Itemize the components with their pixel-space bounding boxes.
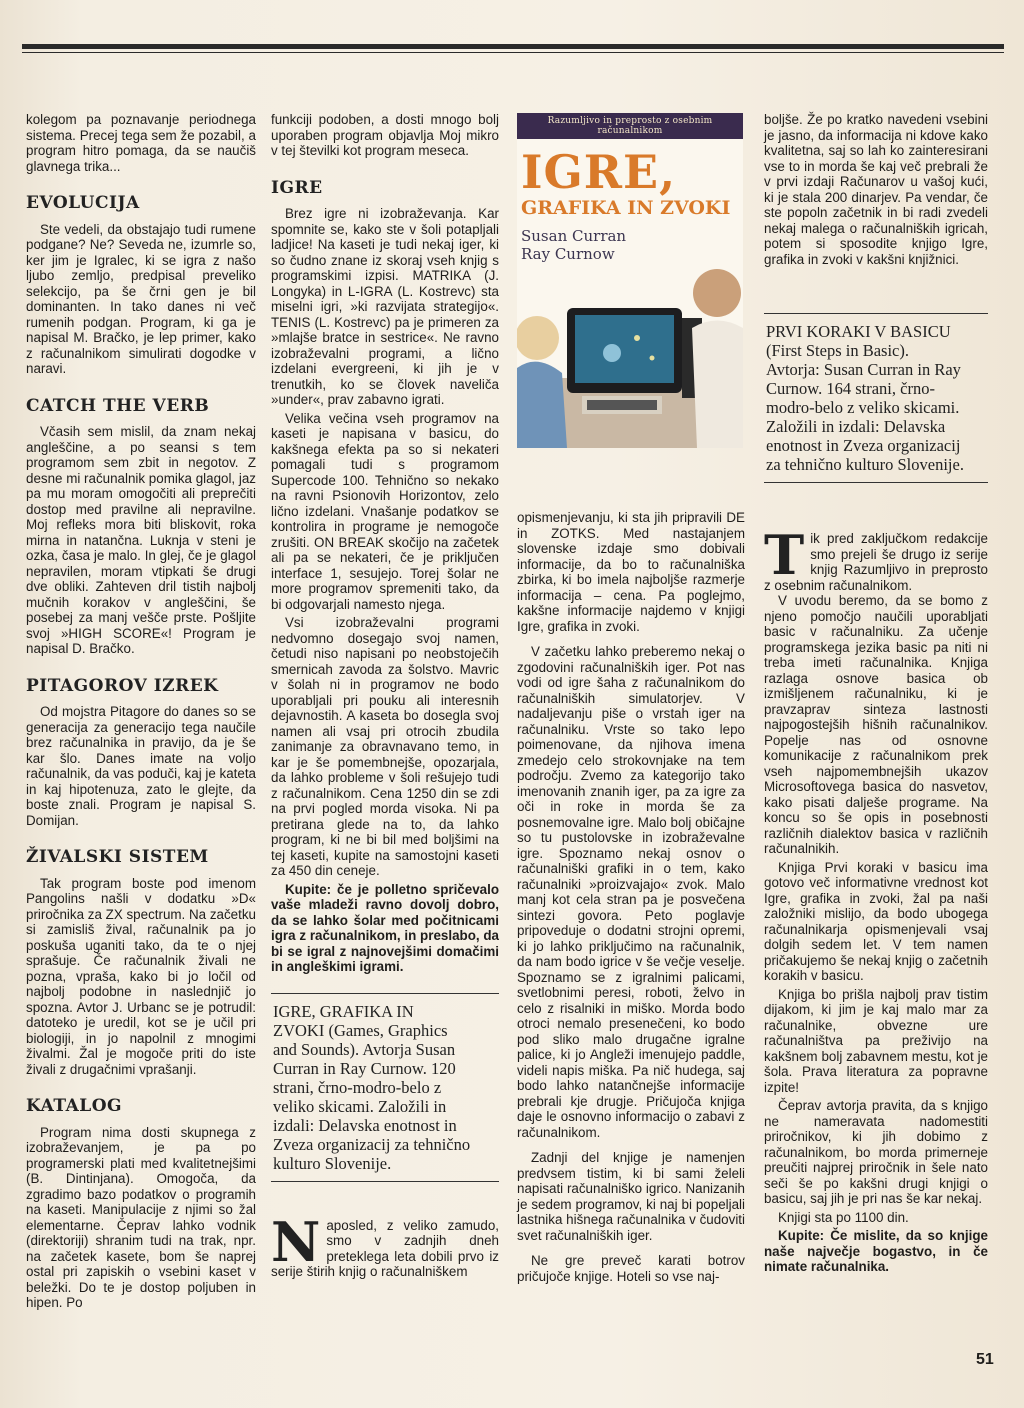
text-katalog: Program nima dosti skupnega z izobraževanjem, je pa po programerski plati med kvalitetnejšimi (B. Dintinjana). Omogoča, da zgradimo bazo podatkov o programih na kaseti. Manipulacije z njimi so žal elementarne. Čeprav lahko vodnik (direktoriji) shranim tudi na trak, npr. na začetek kasete, bom še naprej ostal pri zapiskih o vsebini kaset v beležki. Do te je dostop poljuben in hipen. Po — [26, 1124, 256, 1310]
col2-intro: funkciji podoben, a dosti mnogo bolj uporaben program objavlja Moj mikro v tej številki kot program meseca. — [271, 112, 499, 158]
text-evolucija: Ste vedeli, da obstajajo tudi rumene podgane? Ne? Seveda ne, izumrle so, ker jim je Igralec, ki se igra z našo ljubo zemljo, predpisal preveliko selekcijo, pa še črni gen je bil dominanten. In tako danes ni več rumenih podgan. Program, ki ga je napisal M. Bračko, je lep primer, kako z računalnikom simulirati dogodke v naravi. — [26, 221, 256, 376]
igre-paragraph-1: Brez igre ni izobraževanja. Kar spomnite se, kako ste v šoli potapljali ladjice! Na kaseti je tudi nekaj iger, ki so čudno znane iz skoraj vseh knjig s programskimi izpisi. MATRIKA (J. Longyka) in L-IGRA (L. Kostrevc) sta miselni igri, »ki razvijata strategijo«. TENIS (L. Kostrevc) pa je primeren za »mlajše bratce in sestrice«. Ne ravno izobraževalni programi, a lično izdelani evergreeni, ki jih je v trenutkih, ko se človek naveliča »under«, prav zabavno igrati. — [271, 206, 499, 407]
book-cover-illustration — [517, 258, 743, 448]
box-line: (First Steps in Basic). — [766, 341, 909, 360]
column-2 — [271, 112, 499, 1280]
col3-paragraph-3: Zadnji del knjige je namenjen predvsem tistim, ki bi sami želeli napisati računalniško igrico. Nanizanih je sedem programov, ki naj bi popeljali lastnika hišnega računalnika v čudoviti svet računalniških iger. — [517, 1150, 745, 1243]
box-line: izdali: Delavska enotnost in — [273, 1115, 457, 1135]
book-title-igre: IGRE, — [521, 145, 677, 199]
text-catch-the-verb: Včasih sem mislil, da znam nekaj angleščine, a po seansi s tem programom sem zbit in negotov. Z desne mi računalnik pomika glagol, jaz pa mu moram omogočiti ali preprečiti dostop med pravilne ali nepravilne. Moj refleks mora biti bliskovit, roka mirna in natančna. Luknja v steni je ozka, časa je malo. In glej, če je glagol nepravilen, moram vtipkati še drugi dve obliki. Zahteven dril tistih najbolj mučnih korakov v angleščini, še posebej za manj vešče prste. Pošljite svoj »HIGH SCORE«! Program je napisal D. Bračko. — [26, 424, 256, 656]
col1-intro: kolegom pa poznavanje periodnega sistema. Precej tega sem že pozabil, a program hitro pomaga, da se naučiš glavnega trika... — [26, 112, 256, 174]
box-line: modro-belo z veliko skicami. — [766, 398, 960, 417]
heading-igre: IGRE — [271, 177, 323, 198]
col4-paragraph-5: Čeprav avtorja pravita, da s knjigo ne nameravata nadomestiti priročnikov, ki jih dobimo z računalnikom, bo morda primerneje preučiti najprej priročnik in šele nato seči še po kakšni drugi knjigi o basicu, saj jih je pri nas še kar nekaj. — [764, 1098, 988, 1206]
heading-evolucija: EVOLUCIJA — [26, 193, 140, 213]
box-line: za tehnično kulturo Slovenije. — [766, 455, 964, 474]
book-info-box-igre — [271, 993, 499, 1182]
col4-paragraph-1: boljše. Že po kratko navedeni vsebini je jasno, da informacija ni kdove kako kvalitetna, saj so lah ko zainteresirani vse to in morda še kaj več prebrali že v prvi izdaji Računarov u vašoj kući, ki je stala 200 dinarjev. Pa vendar, če ste popoln začetnik in bi radi zvedeli nekaj malega o računalniških igricah, potem si sposodite knjigo Igre, grafika in zvoki v kakšni knjižnici. — [764, 112, 988, 267]
column-4 — [764, 112, 988, 1278]
book-author-1: Susan Curran — [521, 227, 627, 245]
book-info-box-basic — [764, 313, 988, 483]
top-rule — [22, 44, 1004, 49]
heading-pitagorov-izrek: PITAGOROV IZREK — [26, 675, 219, 696]
heading-catch-the-verb: CATCH THE VERB — [26, 395, 210, 416]
box-line: kulturo Slovenije. — [273, 1153, 392, 1173]
book-title-grafika: GRAFIKA IN ZVOKI — [521, 197, 731, 219]
box-line: enotnost in Zveza organizacij — [766, 436, 961, 455]
book-author-2: Ray Curnow — [521, 245, 615, 263]
box-line: Založili in izdali: Delavska — [766, 417, 946, 436]
second-review-start — [764, 531, 988, 593]
box-line: Curran in Ray Curnow. 120 — [273, 1058, 456, 1078]
box-line: IGRE, GRAFIKA IN — [273, 1001, 414, 1021]
top-rule-thin — [22, 52, 1004, 53]
box-line: strani, črno-modro-belo z — [273, 1077, 442, 1097]
col4-paragraph-2: V uvodu beremo, da se bomo z njeno pomočjo naučili uporabljati basic v računalniku. Za učenje programskega jezika basic pa niti ni treba imeti računalnika. Knjiga razlaga osnove basica ob izmišljenem računalniku, ki je pravzaprav sinteza lastnosti najpogostejših hišnih računalnikov. Popelje nas od osnovne komunikacije z računalnikom prek vseh najpomembnejših ukazov Microsoftovega basica do nasvetov, kako pisati dalješe programe. Na koncu so še opis in posebnosti različnih dialektov basica v različnih računalnikih. — [764, 593, 988, 856]
column-1 — [26, 112, 256, 1314]
box-line: PRVI KORAKI V BASICU — [766, 322, 951, 341]
col4-paragraph-4: Knjiga bo prišla najbolj prav tistim dijakom, ki jim je kaj malo mar za računalnike, obvezne ure računalništva pa preživijo na kakšnem bolj zabavnem mestu, kot je šola. Prava literatura za popravne izpite! — [764, 986, 988, 1095]
col3-paragraph-2: V začetku lahko preberemo nekaj o zgodovini računalniških iger. Pot nas vodi od igre šaha z računalnikom do računalniških simulatorjev. V nadaljevanju piše o vrstah iger na računalniku. Vrste so tako lepo poimenovane, da njihova imena zmedejo celo strokovnjake na tem področju. Zvemo za kategorijo tako imenovanih znanih iger, pa za igre za oči in roke in morda še za posnemovalne igre. Malo bolj običajne so tu pustolovske in izobraževalne igre. Spoznamo nekaj osnov o računalniški grafiki in o tem, kako računalniki »proizvajajo« zvok. Malo manj kot cela stran pa je posvečena sintezi govora. Peto poglavje pripoveduje o dodatni strojni opremi, ki jo lahko priključimo na računalnik, da nam bodo igrice v še večje veselje. Spoznamo se z igralnimi palicami, svetlobnimi peresi, roboti, želvo in celo z risalniki in miško. Morda bodo otroci nemalo presenečeni, ko bodo pod sliko malo drugačne igralne palice, ki jo Angleži imenujejo paddle, videli napis miška. Pa nič hudega, saj bodo lahko natančnejše informacije prebrali kje drugje. Pričujoča knjiga daje le osnovno informacijo o zabavi z računalnikom. — [517, 644, 745, 1140]
igre-verdict: Kupite: če je polletno spričevalo vaše mladeži ravno dovolj dobro, da se lahko šolar med počitnicami igra z računalnikom, in preslabo, da bi se igral z najnovejšimi domačimi in angleškimi igrami. — [271, 881, 499, 974]
review-start — [271, 1209, 499, 1280]
col4-price: Knjigi sta po 1100 din. — [778, 1209, 909, 1225]
box-line: ZVOKI (Games, Graphics — [273, 1020, 448, 1040]
second-review-intro: ik pred zaključkom redakcije smo prejeli še drugo iz serije knjig Razumljivo in preprosto z osebnim računalnikom. — [764, 531, 988, 593]
page-number: 51 — [976, 1351, 994, 1368]
book-cover-image — [517, 113, 743, 448]
box-line: and Sounds). Avtorja Susan — [273, 1039, 456, 1059]
col4-paragraph-3: Knjiga Prvi koraki v basicu ima gotovo več informativne vrednost kot Igre, grafika in zvoki, žal pa naši založniki mislijo, da bodo ubogega računalnikarja opismenjevali vsaj dolgih sedem let. V tem namen pričakujemo še nekaj knjig o začetnih korakih v basicu. — [764, 859, 988, 983]
box-line: Zveza organizacij za tehnično — [273, 1134, 471, 1154]
col3-paragraph-1: opismenjevanju, ki sta jih pripravili DE in ZOTKS. Med nastajanjem slovenske izdaje smo dobivali informacije, da bo to računalniška zbirka, ki bo imela najboljše razmerje informacija – cena. Pa poglejmo, kakšne informacije najdemo v knjigi Igre, grafika in zvoki. — [517, 510, 745, 634]
heading-katalog: KATALOG — [26, 1096, 123, 1116]
text-zivalski-sistem: Tak program boste pod imenom Pangolins našli v dodatku »D« priročnika za ZX spectrum. Na začetku si zamisliš žival, računalnik pa jo poskuša uganiti tako, da te o njej sprašuje. Če računalnik živali ne pozna, vpraša, kako bi jo ločil od najbolj podobne in naslednjič jo spozna. Avtor J. Urbanc se je potrudil: datoteko je uredil, kot se je učil pri biologiji, in jo napolnil z mnogimi živalmi. Žal je mogoče priti do iste živali z drugačnimi vprašanji. — [26, 875, 256, 1077]
heading-zivalski-sistem: ŽIVALSKI SISTEM — [26, 847, 209, 867]
box-line: Avtorja: Susan Curran in Ray — [766, 360, 961, 379]
drop-cap-t: T — [764, 531, 805, 587]
col4-verdict: Kupite: Če mislite, da so knjige naše največje bogastvo, in če nimate računalnika. — [764, 1228, 988, 1274]
text-pitagorov-izrek: Od mojstra Pitagore do danes so se generacija za generacijo tega naučile brez računalnika in pravijo, da je še kar šlo. Danes imate na voljo računalnik, da vas poduči, kaj je kateta in kaj hipotenuza, zato le glejte, da boste znali. Program je napisal S. Domijan. — [26, 704, 257, 828]
column-3 — [517, 510, 745, 1287]
col3-paragraph-4: Ne gre preveč karati botrov pričujoče knjige. Hoteli so vse naj- — [517, 1253, 745, 1284]
box-line: Curnow. 164 strani, črno- — [766, 379, 935, 398]
drop-cap-n: N — [271, 1209, 321, 1274]
book-series-band: Razumljivo in preprosto z osebnim računalnikom — [517, 113, 743, 139]
box-line: veliko skicami. Založili in — [273, 1096, 447, 1116]
igre-paragraph-2: Velika večina vseh programov na kaseti je napisana v basicu, do kakšnega efekta pa so si nekateri pomagali tudi s programom Supercode 100. Tehnično so nekako na ravni Psionovih Horizontov, zelo lično izdelani. Vnašanje podatkov se kontrolira in programe je nemogoče zrušiti. ON BREAK skočijo na začetek ali pa se nekateri, če je priključen interface 1, sesujejo. Torej šolar ne more programov spremeniti tako, da bi odgovarjali namesto njega. — [271, 410, 499, 612]
igre-paragraph-3: Vsi izobraževalni programi nedvomno dosegajo svoj namen, četudi niso napisani po neobstoječih smernicah zavoda za šolstvo. Mavric v šolah ni in programov ne bodo uporabljali pri pouku ali interesnih dejavnostih. A kaseta bo dosegla svoj namen ali vsaj pri otrocih zbudila zanimanje za obravnavano temo, in kar je še pomembnejše, opozarjala, da lahko probleme v šoli rešujejo tudi z računalnikom. Cena 1250 din se zdi na prvi pogled morda visoka. Ni pa pretirana glede na to, da lahko program, ki ne bi bil med boljšimi na tej kaseti, kupite na samostojni kaseti za 450 din ceneje. — [271, 615, 499, 878]
review-intro-text: aposled, z veliko zamudo, smo v zadnjih dneh preteklega leta dobili prvo iz serije štirih knjig o računalniškem — [271, 1217, 499, 1279]
